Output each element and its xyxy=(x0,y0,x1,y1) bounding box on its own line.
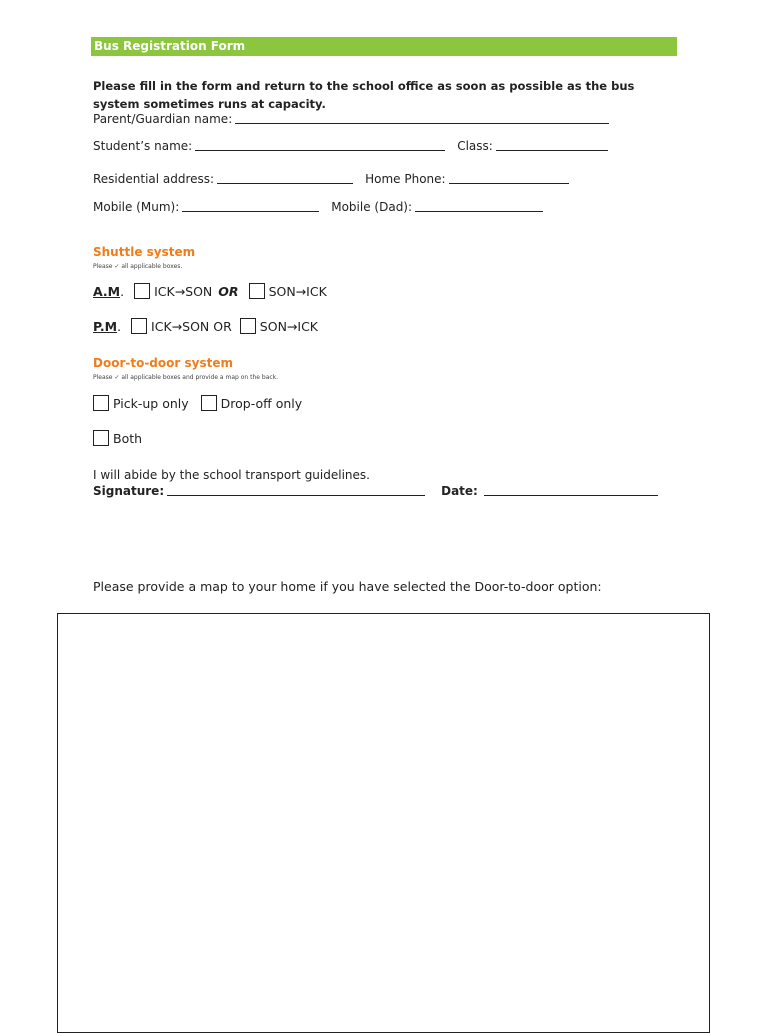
both-label: Both xyxy=(113,430,143,446)
both-row xyxy=(93,430,142,446)
shuttle-section-title: Shuttle system xyxy=(93,245,196,259)
agreement-text: I will abide by the school transport guidelines. xyxy=(93,468,370,482)
dropoff-only-label: Drop-off only xyxy=(220,395,303,411)
date-label: Date: xyxy=(441,484,478,498)
form-intro: Please fill in the form and return to the school office as soon as possible as the bus system sometimes runs at capacity. xyxy=(93,79,635,111)
pm-ick-son-label: ICK→SON xyxy=(151,318,210,334)
pickup-only-checkbox[interactable] xyxy=(93,395,109,411)
dropoff-only-checkbox[interactable] xyxy=(201,395,217,411)
student-name-label: Student’s name: xyxy=(93,139,193,153)
door-section-title: Door-to-door system xyxy=(93,356,233,370)
signature-field[interactable] xyxy=(167,494,425,496)
pm-ick-son-checkbox[interactable] xyxy=(131,318,147,334)
mobile-row xyxy=(93,200,543,214)
pm-or-label: OR xyxy=(213,318,232,334)
form-title-banner: Bus Registration Form xyxy=(91,37,677,56)
map-drawing-area[interactable] xyxy=(57,613,710,1033)
student-name-field[interactable] xyxy=(195,149,445,151)
class-field[interactable] xyxy=(496,149,608,151)
am-label: A.M xyxy=(93,283,121,299)
am-ick-son-label: ICK→SON xyxy=(154,283,213,299)
signature-row xyxy=(93,484,658,498)
pickup-only-label: Pick-up only xyxy=(113,395,189,411)
parent-name-row xyxy=(93,112,609,126)
pm-row xyxy=(93,318,318,334)
map-prompt: Please provide a map to your home if you have selected the Door-to-door option: xyxy=(93,579,602,594)
am-son-ick-checkbox[interactable] xyxy=(249,283,265,299)
mobile-mum-label: Mobile (Mum): xyxy=(93,200,180,214)
mobile-dad-field[interactable] xyxy=(415,210,543,212)
signature-label: Signature: xyxy=(93,484,165,498)
parent-name-label: Parent/Guardian name: xyxy=(93,112,233,126)
mobile-mum-field[interactable] xyxy=(182,210,319,212)
am-ick-son-checkbox[interactable] xyxy=(134,283,150,299)
shuttle-hint: Please ✓ all applicable boxes. xyxy=(93,263,183,270)
am-son-ick-label: SON→ICK xyxy=(268,283,327,299)
am-row xyxy=(93,283,327,299)
home-phone-label: Home Phone: xyxy=(365,172,446,186)
am-or-label: OR xyxy=(218,283,239,299)
class-label: Class: xyxy=(457,139,493,153)
am-label-dot: . xyxy=(120,283,125,299)
pm-son-ick-checkbox[interactable] xyxy=(240,318,256,334)
address-label: Residential address: xyxy=(93,172,215,186)
mobile-dad-label: Mobile (Dad): xyxy=(331,200,413,214)
address-field[interactable] xyxy=(217,182,353,184)
student-row xyxy=(93,139,608,153)
both-checkbox[interactable] xyxy=(93,430,109,446)
door-options-row xyxy=(93,395,302,411)
pm-label: P.M xyxy=(93,318,118,334)
parent-name-field[interactable] xyxy=(235,122,609,124)
door-hint: Please ✓ all applicable boxes and provide a map on the back. xyxy=(93,374,279,381)
pm-son-ick-label: SON→ICK xyxy=(259,318,319,334)
address-row xyxy=(93,172,569,186)
home-phone-field[interactable] xyxy=(449,182,569,184)
pm-label-dot: . xyxy=(117,318,122,334)
date-field[interactable] xyxy=(484,494,658,496)
